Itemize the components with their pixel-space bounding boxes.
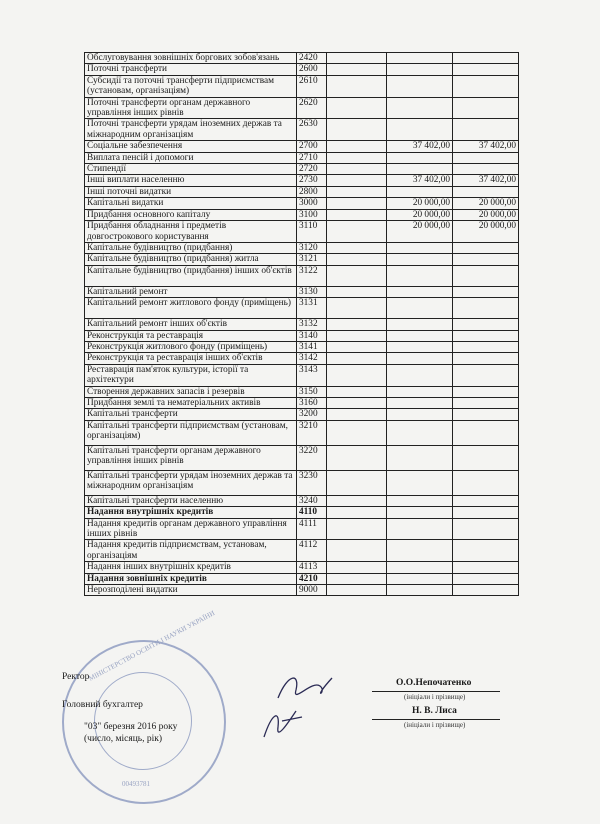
accountant-caption: (ініціали і прізвище)	[404, 721, 466, 729]
table-row	[85, 175, 519, 186]
row-code: 3200	[297, 409, 327, 420]
row-value-1	[327, 298, 387, 319]
row-name: Капітальні трансферти підприємствам (установам, організаціям)	[85, 420, 297, 445]
table-row	[85, 97, 519, 119]
table-row	[85, 386, 519, 397]
row-value-1	[327, 265, 387, 286]
row-value-2: 20 000,00	[387, 221, 453, 243]
row-name: Капітальні трансферти населенню	[85, 495, 297, 506]
row-value-2	[387, 330, 453, 341]
rector-signature	[270, 668, 340, 708]
table-row	[85, 573, 519, 584]
row-code: 3230	[297, 470, 327, 495]
row-code: 3141	[297, 341, 327, 352]
accountant-signature	[258, 703, 308, 743]
row-value-1	[327, 562, 387, 573]
row-value-3	[453, 152, 519, 163]
row-name: Інші виплати населенню	[85, 175, 297, 186]
row-value-3: 20 000,00	[453, 221, 519, 243]
stamp-ring-text: МІНІСТЕРСТВО ОСВІТИ І НАУКИ УКРАЇНИ	[87, 609, 217, 683]
table-row	[85, 409, 519, 420]
row-value-1	[327, 445, 387, 470]
table-row	[85, 470, 519, 495]
document-date: "03" березня 2016 року	[84, 722, 178, 732]
row-value-1	[327, 164, 387, 175]
row-value-3: 20 000,00	[453, 198, 519, 209]
row-name: Надання кредитів підприємствам, установам, організаціям	[85, 540, 297, 562]
table-row	[85, 364, 519, 386]
row-value-2	[387, 562, 453, 573]
row-value-3	[453, 341, 519, 352]
row-value-3	[453, 319, 519, 330]
row-value-2	[387, 540, 453, 562]
row-value-3	[453, 495, 519, 506]
row-name: Стипендії	[85, 164, 297, 175]
table-row	[85, 420, 519, 445]
row-name: Реконструкція та реставрація	[85, 330, 297, 341]
row-value-2	[387, 409, 453, 420]
row-code: 4112	[297, 540, 327, 562]
row-code: 2800	[297, 186, 327, 197]
row-value-3	[453, 119, 519, 141]
row-value-1	[327, 53, 387, 64]
table-row	[85, 164, 519, 175]
row-code: 3143	[297, 364, 327, 386]
row-code: 3140	[297, 330, 327, 341]
row-value-3	[453, 364, 519, 386]
table-row	[85, 53, 519, 64]
row-value-2	[387, 353, 453, 364]
row-value-3	[453, 242, 519, 253]
row-value-3	[453, 420, 519, 445]
row-value-2: 20 000,00	[387, 209, 453, 220]
row-value-2	[387, 518, 453, 540]
row-name: Придбання обладнання і предметів довгострокового користування	[85, 221, 297, 243]
row-code: 2620	[297, 97, 327, 119]
row-name: Капітальні трансферти органам державного управління інших рівнів	[85, 445, 297, 470]
table-row	[85, 198, 519, 209]
table-row	[85, 75, 519, 97]
row-value-3	[453, 75, 519, 97]
row-value-2	[387, 64, 453, 75]
table-row	[85, 221, 519, 243]
row-value-1	[327, 353, 387, 364]
table-row	[85, 298, 519, 319]
row-value-1	[327, 198, 387, 209]
row-value-1	[327, 409, 387, 420]
row-value-2	[387, 470, 453, 495]
row-code: 3220	[297, 445, 327, 470]
row-name: Придбання основного капіталу	[85, 209, 297, 220]
row-value-3	[453, 585, 519, 596]
row-value-1	[327, 64, 387, 75]
row-value-1	[327, 540, 387, 562]
row-code: 4110	[297, 507, 327, 518]
row-code: 4111	[297, 518, 327, 540]
row-value-3	[453, 254, 519, 265]
row-name: Придбання землі та нематеріальних активів	[85, 397, 297, 408]
row-code: 3210	[297, 420, 327, 445]
row-name: Соціальне забезпечення	[85, 141, 297, 152]
row-value-1	[327, 119, 387, 141]
accountant-name-line	[372, 719, 500, 720]
row-value-2	[387, 319, 453, 330]
table-row	[85, 397, 519, 408]
row-name: Поточні трансферти органам державного управління інших рівнів	[85, 97, 297, 119]
row-value-3: 37 402,00	[453, 175, 519, 186]
row-value-1	[327, 507, 387, 518]
row-code: 3122	[297, 265, 327, 286]
row-value-2	[387, 75, 453, 97]
row-value-3	[453, 540, 519, 562]
row-code: 3130	[297, 286, 327, 297]
row-value-3	[453, 286, 519, 297]
row-code: 3142	[297, 353, 327, 364]
table-row	[85, 64, 519, 75]
row-value-3: 37 402,00	[453, 141, 519, 152]
table-row	[85, 119, 519, 141]
row-value-1	[327, 152, 387, 163]
row-value-2	[387, 364, 453, 386]
row-code: 3240	[297, 495, 327, 506]
table-row	[85, 242, 519, 253]
row-value-2: 37 402,00	[387, 175, 453, 186]
row-value-1	[327, 186, 387, 197]
row-value-2	[387, 152, 453, 163]
row-code: 3150	[297, 386, 327, 397]
row-value-1	[327, 141, 387, 152]
row-name: Реставрація пам'яток культури, історії та архітектури	[85, 364, 297, 386]
row-value-2	[387, 445, 453, 470]
row-value-1	[327, 175, 387, 186]
row-value-2	[387, 53, 453, 64]
row-code: 2610	[297, 75, 327, 97]
row-code: 3100	[297, 209, 327, 220]
table-row	[85, 286, 519, 297]
row-value-1	[327, 341, 387, 352]
row-name: Виплата пенсій і допомоги	[85, 152, 297, 163]
row-value-2	[387, 254, 453, 265]
rector-name-line	[372, 691, 500, 692]
row-value-2	[387, 397, 453, 408]
row-value-2	[387, 265, 453, 286]
row-value-2	[387, 164, 453, 175]
table-row	[85, 330, 519, 341]
row-value-2	[387, 507, 453, 518]
row-code: 3132	[297, 319, 327, 330]
row-code: 2700	[297, 141, 327, 152]
row-code: 2630	[297, 119, 327, 141]
row-value-1	[327, 221, 387, 243]
row-code: 2600	[297, 64, 327, 75]
row-value-3	[453, 53, 519, 64]
row-value-2	[387, 341, 453, 352]
row-value-1	[327, 420, 387, 445]
rector-label: Ректор	[62, 672, 90, 682]
row-code: 3160	[297, 397, 327, 408]
row-value-1	[327, 518, 387, 540]
row-value-3	[453, 330, 519, 341]
row-value-3	[453, 445, 519, 470]
row-value-2: 20 000,00	[387, 198, 453, 209]
stamp-inner-ring	[94, 672, 192, 770]
row-value-2	[387, 573, 453, 584]
row-code: 3000	[297, 198, 327, 209]
row-name: Капітальне будівництво (придбання)	[85, 242, 297, 253]
row-value-3	[453, 353, 519, 364]
table-row	[85, 518, 519, 540]
rector-name: О.О.Непочатенко	[396, 678, 472, 688]
row-value-1	[327, 364, 387, 386]
row-value-2	[387, 97, 453, 119]
row-name: Капітальні видатки	[85, 198, 297, 209]
row-code: 3110	[297, 221, 327, 243]
expenditure-table	[84, 52, 519, 596]
row-code: 2730	[297, 175, 327, 186]
row-value-3	[453, 397, 519, 408]
row-value-1	[327, 75, 387, 97]
row-value-3	[453, 386, 519, 397]
rector-caption: (ініціали і прізвище)	[404, 693, 466, 701]
row-name: Капітальний ремонт інших об'єктів	[85, 319, 297, 330]
row-value-1	[327, 319, 387, 330]
row-value-3	[453, 186, 519, 197]
date-caption: (число, місяць, рік)	[84, 734, 163, 744]
table-row	[85, 495, 519, 506]
row-name: Нерозподілені видатки	[85, 585, 297, 596]
table-row	[85, 186, 519, 197]
table-row	[85, 152, 519, 163]
row-value-1	[327, 209, 387, 220]
row-code: 2420	[297, 53, 327, 64]
row-value-2	[387, 186, 453, 197]
row-value-2	[387, 298, 453, 319]
row-value-1	[327, 330, 387, 341]
row-name: Надання зовнішніх кредитів	[85, 573, 297, 584]
row-name: Надання кредитів органам державного управління інших рівнів	[85, 518, 297, 540]
row-name: Капітальні трансферти урядам іноземних держав та міжнародним організаціям	[85, 470, 297, 495]
expenditure-table-body	[85, 53, 519, 596]
row-name: Надання інших внутрішніх кредитів	[85, 562, 297, 573]
row-value-1	[327, 97, 387, 119]
table-row	[85, 319, 519, 330]
row-value-1	[327, 397, 387, 408]
table-row	[85, 353, 519, 364]
row-value-3: 20 000,00	[453, 209, 519, 220]
row-name: Інші поточні видатки	[85, 186, 297, 197]
row-value-1	[327, 470, 387, 495]
row-code: 4113	[297, 562, 327, 573]
table-row	[85, 254, 519, 265]
row-name: Реконструкція та реставрація інших об'єктів	[85, 353, 297, 364]
row-value-3	[453, 97, 519, 119]
row-value-3	[453, 518, 519, 540]
row-name: Капітальні трансферти	[85, 409, 297, 420]
table-row	[85, 585, 519, 596]
table-row	[85, 265, 519, 286]
row-value-1	[327, 254, 387, 265]
row-value-2	[387, 242, 453, 253]
row-name: Капітальне будівництво (придбання) житла	[85, 254, 297, 265]
row-value-1	[327, 495, 387, 506]
stamp-code: 00493781	[122, 780, 150, 788]
row-value-1	[327, 242, 387, 253]
accountant-label: Головний бухгалтер	[62, 700, 143, 710]
row-value-3	[453, 573, 519, 584]
row-code: 4210	[297, 573, 327, 584]
table-row	[85, 540, 519, 562]
table-row	[85, 507, 519, 518]
row-name: Створення державних запасів і резервів	[85, 386, 297, 397]
row-value-2	[387, 119, 453, 141]
row-value-3	[453, 64, 519, 75]
row-value-2	[387, 286, 453, 297]
row-name: Поточні трансферти урядам іноземних держав та міжнародним організаціям	[85, 119, 297, 141]
row-value-2	[387, 386, 453, 397]
row-code: 3131	[297, 298, 327, 319]
table-row	[85, 209, 519, 220]
row-name: Капітальний ремонт житлового фонду (приміщень)	[85, 298, 297, 319]
row-code: 2720	[297, 164, 327, 175]
row-value-3	[453, 470, 519, 495]
row-value-3	[453, 507, 519, 518]
table-row	[85, 141, 519, 152]
row-value-1	[327, 573, 387, 584]
row-value-2	[387, 585, 453, 596]
row-name: Капітальне будівництво (придбання) інших об'єктів	[85, 265, 297, 286]
row-value-3	[453, 265, 519, 286]
row-name: Обслуговування зовнішніх боргових зобов'язань	[85, 53, 297, 64]
table-row	[85, 341, 519, 352]
row-value-3	[453, 298, 519, 319]
accountant-name: Н. В. Лиса	[412, 706, 457, 716]
row-value-1	[327, 386, 387, 397]
row-code: 2710	[297, 152, 327, 163]
row-value-1	[327, 286, 387, 297]
row-value-2	[387, 420, 453, 445]
row-name: Надання внутрішніх кредитів	[85, 507, 297, 518]
row-name: Реконструкція житлового фонду (приміщень)	[85, 341, 297, 352]
row-name: Капітальний ремонт	[85, 286, 297, 297]
row-name: Субсидії та поточні трансферти підприємствам (установам, організаціям)	[85, 75, 297, 97]
row-value-3	[453, 164, 519, 175]
row-code: 3120	[297, 242, 327, 253]
row-name: Поточні трансферти	[85, 64, 297, 75]
row-value-3	[453, 409, 519, 420]
row-value-3	[453, 562, 519, 573]
row-value-1	[327, 585, 387, 596]
row-value-2: 37 402,00	[387, 141, 453, 152]
table-row	[85, 562, 519, 573]
row-code: 9000	[297, 585, 327, 596]
table-row	[85, 445, 519, 470]
row-value-2	[387, 495, 453, 506]
row-code: 3121	[297, 254, 327, 265]
